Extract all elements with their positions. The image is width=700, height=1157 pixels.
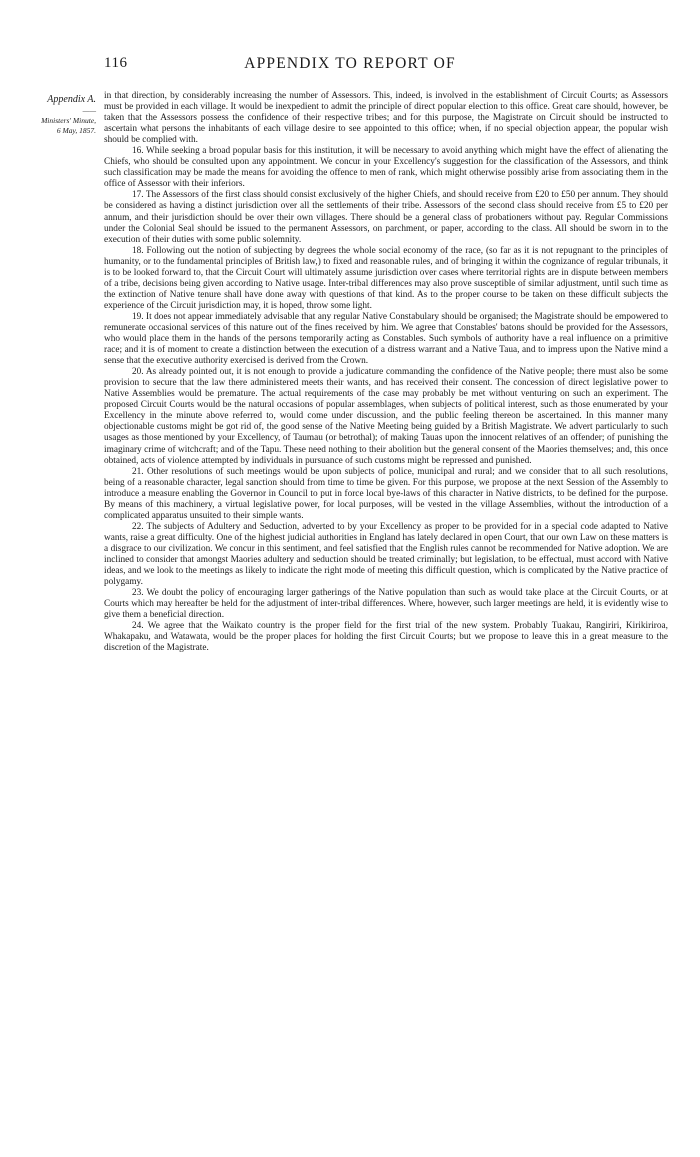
paragraph: 20. As already pointed out, it is not enough to provide a judicature commanding the confidence of the Native people; there must also be some provision to secure that the law there administered meets their wants, and has received their consent. The concession of direct legislative power to Native Assemblies would be premature. The actual requirements of the case may probably be met without venturing on such an experiment. The proposed Circuit Courts would be the natural occasions of popular assemblages, when subjects of political interest, such as those enumerated by your Excellency in the minute above referred to, would come under discussion, and the public feeling thereon be ascertained. In this manner many objectionable customs might be got rid of, the good sense of the Native Meeting being guided by a British Magistrate. We advert particularly to such usages as those mentioned by your Excellency, of Taumau (or betrothal); of making Tauas upon the innocent relatives of an offender; of punishing the imaginary crime of witchcraft; and of the Tapu. These need nothing to their abolition but the general consent of the Maories themselves; and, this once obtained, acts of violence attempted by individuals in pursuance of such customs might be repressed and punished. xyxy=(104,367,668,466)
margin-date: 6 May, 1857. xyxy=(56,126,96,135)
paragraph: 24. We agree that the Waikato country is the proper field for the first trial of the new system. Probably Tuakau, Rangiriri, Kirikiriroa, Whakapaku, and Watawata, would be the proper places for holding the first Circuit Courts; but we propose to leave this in a great measure to the discretion of the Magistrate. xyxy=(104,621,668,654)
margin-appendix-label: Appendix A. xyxy=(47,94,96,105)
paragraph: 16. While seeking a broad popular basis for this institution, it will be necessary to avoid anything which might have the effect of alienating the Chiefs, who should be consulted upon any appointment. We concur in your Excellency's suggestion for the classification of the Assessors, and think such classification may be made the means for avoiding the offence to men of rank, which might otherwise possibly arise from associating them in the office of Assessor with their inferiors. xyxy=(104,146,668,190)
page-number: 116 xyxy=(104,55,128,71)
running-title: APPENDIX TO REPORT OF xyxy=(244,55,456,72)
paragraph: 23. We doubt the policy of encouraging larger gatherings of the Native population than such as would take place at the Circuit Courts, or at Courts which may hereafter be held for the adjustment of inter-tribal differences. Where, however, such larger meetings are held, it is evidently wise to give them a beneficial direction. xyxy=(104,588,668,621)
margin-dash: —— xyxy=(82,106,96,115)
paragraph: in that direction, by considerably increasing the number of Assessors. This, indeed, is involved in the establishment of Circuit Courts; as Assessors must be provided in each village. It would be inexpedient to admit the principle of direct popular election to this office. Great care should, however, be taken that the Assessors possess the confidence of their respective tribes; and for this purpose, the Magistrate on Circuit should be instructed to ascertain what persons the inhabitants of each village desire to see appointed to this office; when, if no special objection appear, the popular wish should be complied with. xyxy=(104,91,668,146)
paragraph: 21. Other resolutions of such meetings would be upon subjects of police, municipal and rural; and we consider that to all such resolutions, being of a reasonable character, legal sanction should from time to time be given. For this purpose, we propose at the next Session of the Assembly to introduce a measure enabling the Governor in Council to put in force local bye-laws of this character in Native districts, to be defined for the purpose. By means of this machinery, a virtual legislative power, for local purposes, will be vested in the village Assemblies, without the introduction of a complicated apparatus unsuited to their simple wants. xyxy=(104,466,668,521)
body-text xyxy=(104,91,668,654)
paragraph: 18. Following out the notion of subjecting by degrees the whole social economy of the race, (so far as it is not repugnant to the principles of humanity, or to the fundamental principles of British law,) to fixed and reasonable rules, and of bringing it within the cognizance of regular tribunals, it is to be looked forward to, that the Circuit Court will ultimately assume jurisdiction over cases where territorial rights are in dispute between members of a tribe, decisions being given according to Native usage. Inter-tribal differences may also prove susceptible of similar adjustment, until such time as the extinction of Native tenure shall have done away with questions of that kind. As to the proper course to be taken on these difficult subjects the experience of the Circuit jurisdiction may, it is hoped, throw some light. xyxy=(104,245,668,311)
margin-source: Ministers' Minute, xyxy=(41,116,96,125)
page-header xyxy=(0,55,700,77)
paragraph: 17. The Assessors of the first class should consist exclusively of the higher Chiefs, and should receive from £20 to £50 per annum. They should be considered as having a distinct jurisdiction over all the settlements of their tribe. Assessors of the second class should receive from £5 to £20 per annum, and their jurisdiction should be over their own villages. There should be a general class of probationers without pay. Regular Commissions under the Colonial Seal should be issued to the permanent Assessors, on parchment, or paper, according to the class. All should be sworn in to the execution of their duties with some public solemnity. xyxy=(104,190,668,245)
margin-note xyxy=(4,93,96,136)
paragraph: 22. The subjects of Adultery and Seduction, adverted to by your Excellency as proper to be provided for in a special code adapted to Native wants, raise a great difficulty. One of the highest judicial authorities in England has lately declared in open Court, that our own Law on these matters is a disgrace to our civilization. We concur in this sentiment, and feel satisfied that the English rules cannot be recommended for Native adoption. We are inclined to consider that amongst Maories adultery and seduction should be treated criminally; but legislation, to be effectual, must accord with Native ideas, and we look to the meetings as likely to indicate the right mode of meeting this difficult question, which is complicated by the Native practice of polygamy. xyxy=(104,521,668,588)
paragraph: 19. It does not appear immediately advisable that any regular Native Constabulary should be organised; the Magistrate should be empowered to remunerate occasional services of this nature out of the fines received by him. We agree that Constables' batons should be provided for the Assessors, who would place them in the hands of the persons temporarily acting as Constables. Such symbols of authority have a real influence on a primitive race; and it is of moment to create a distinction between the execution of a distress warrant and a Native Taua, and to impress upon the Native mind a sense that the executive authority exercised is derived from the Crown. xyxy=(104,311,668,367)
